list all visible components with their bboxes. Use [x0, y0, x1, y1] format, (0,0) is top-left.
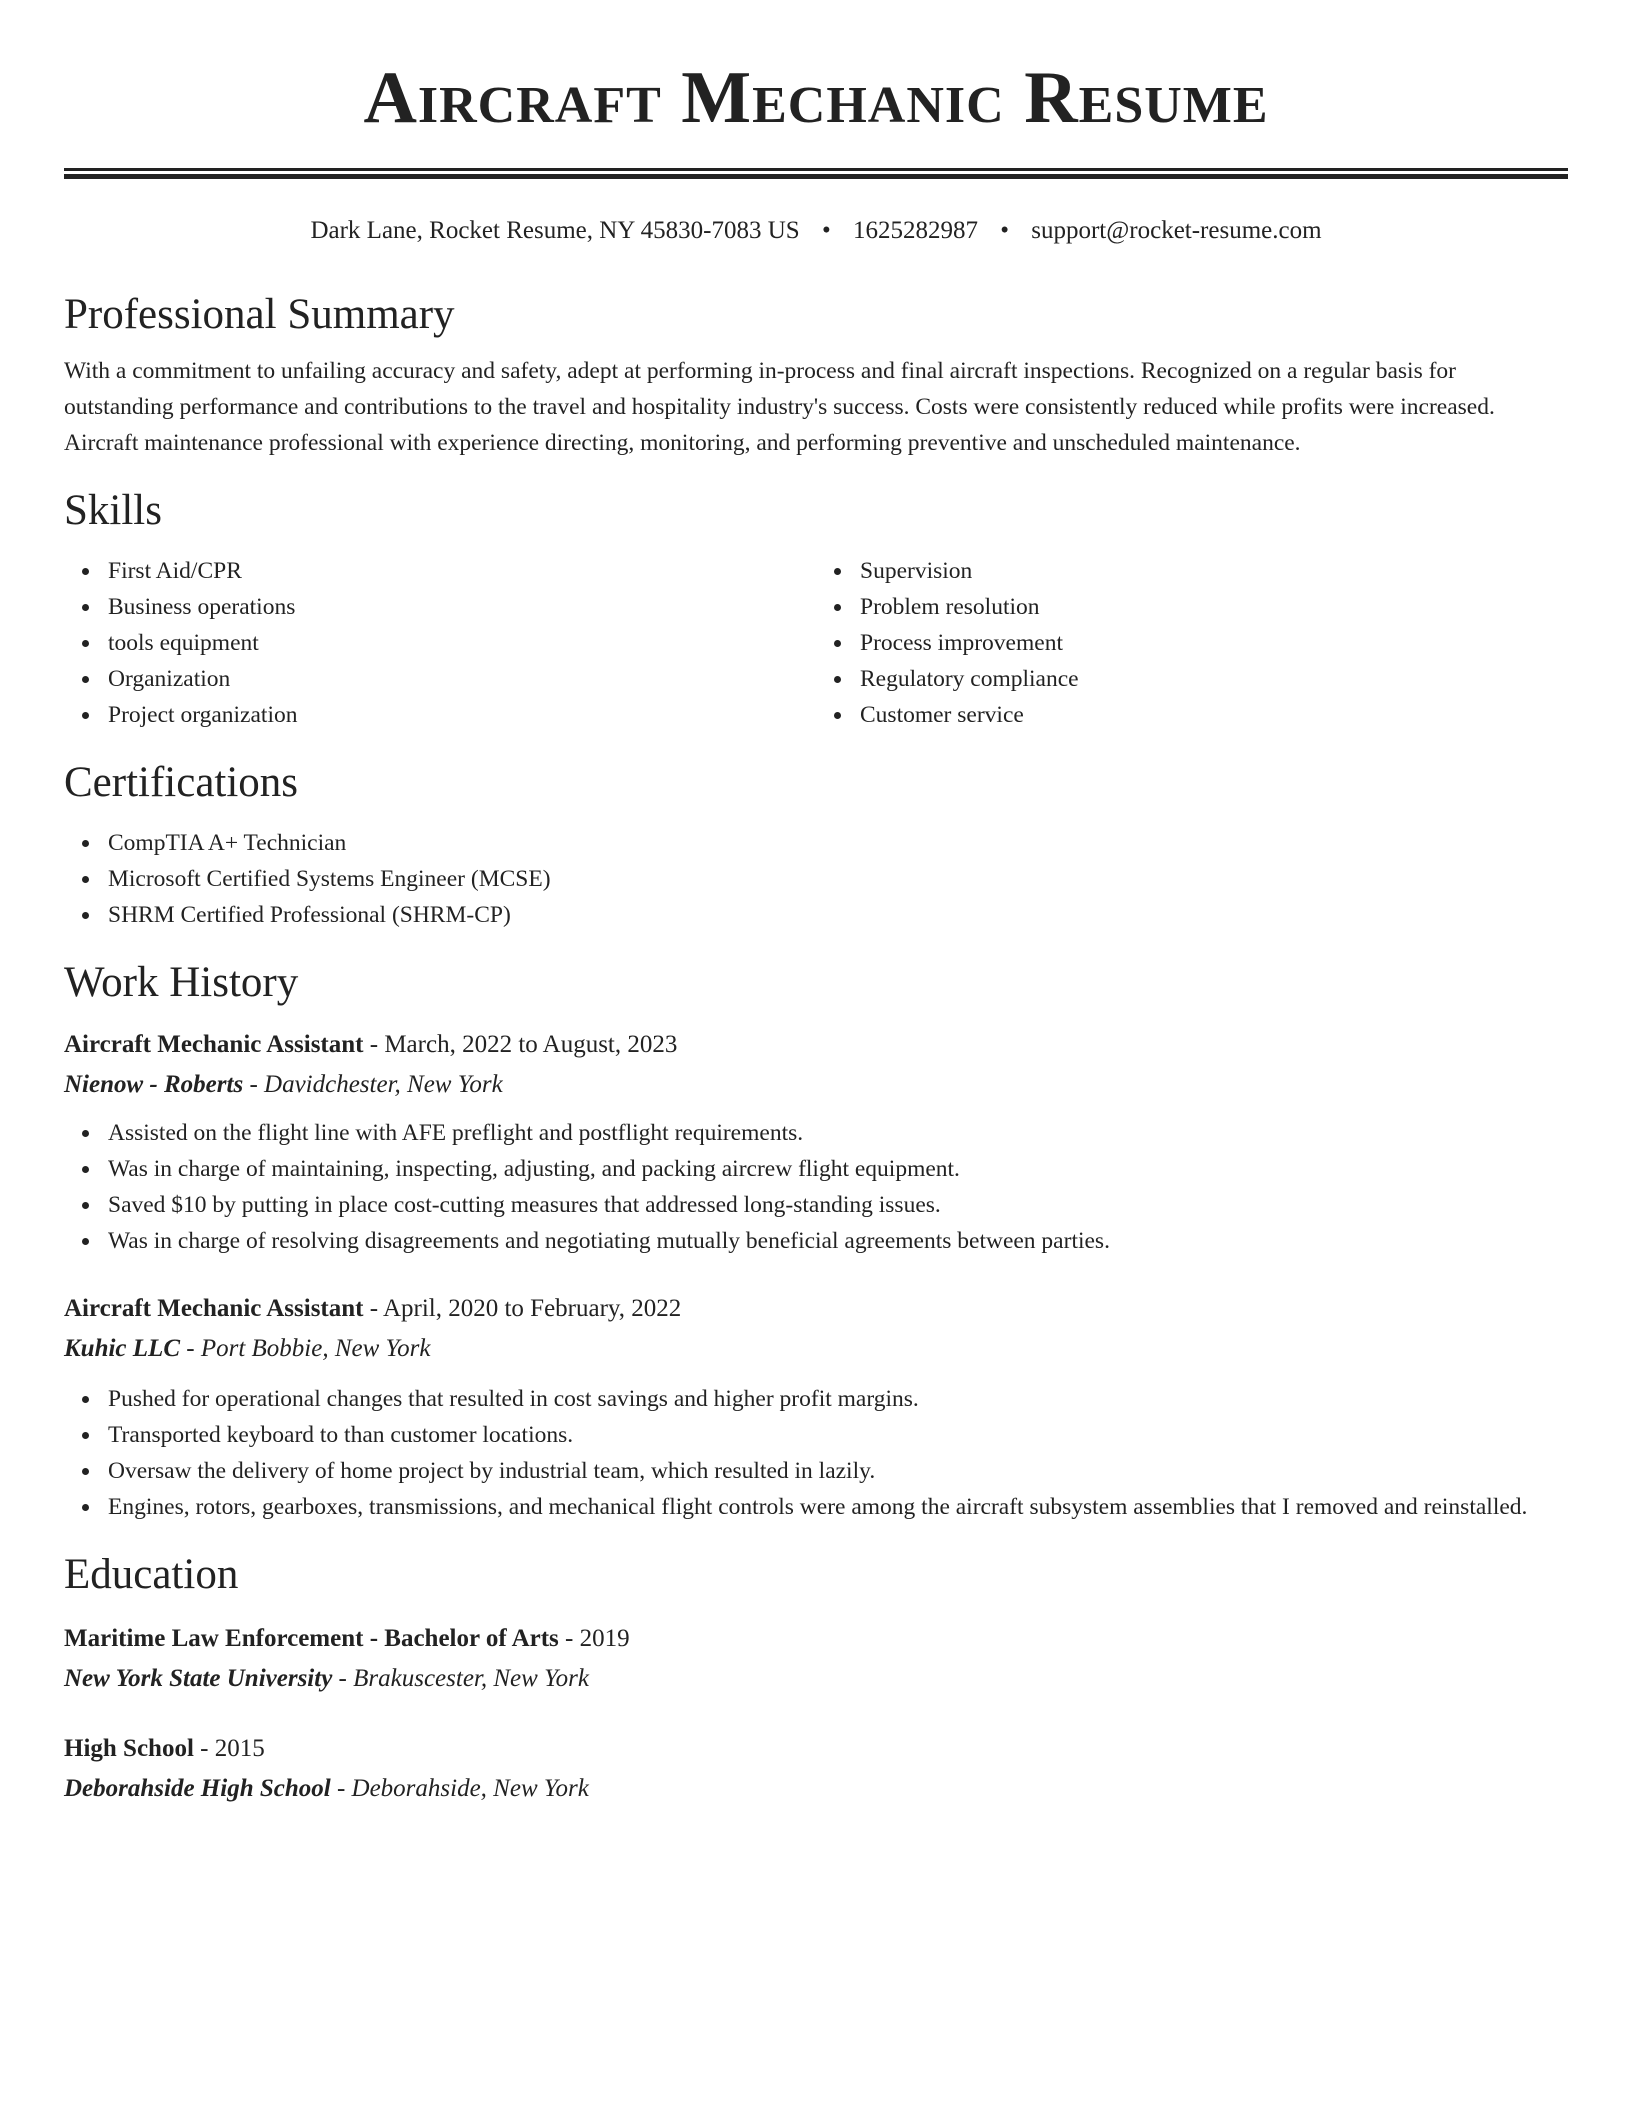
education-school: Deborahside High School	[64, 1775, 331, 1802]
summary-text: With a commitment to unfailing accuracy and safety, adept at performing in-process and final aircraft inspections. Recognized on a regular basis for outstanding performance and contributions to the travel and hospitality industry's success. Costs were consistently reduced while profits were increased. Aircraft maintenance professional with experience directing, monitoring, and performing preventive and unscheduled maintenance.	[64, 358, 1495, 456]
skill-item: Organization	[108, 661, 816, 697]
resume-title: Aircraft Mechanic Resume	[363, 57, 1269, 139]
education-school-line	[64, 1769, 1568, 1809]
job-bullet: Assisted on the flight line with AFE preflight and postflight requirements.	[108, 1115, 1568, 1151]
title-divider	[64, 168, 1568, 179]
education-degree: Maritime Law Enforcement - Bachelor of Arts	[64, 1625, 559, 1652]
job-bullets	[64, 1381, 1568, 1525]
skill-item: Regulatory compliance	[860, 661, 1568, 697]
job-bullet: Transported keyboard to than customer locations.	[108, 1417, 1568, 1453]
summary-heading: Professional Summary	[64, 291, 455, 338]
education-school: New York State University	[64, 1665, 333, 1692]
education-heading: Education	[64, 1551, 239, 1598]
job-bullet: Engines, rotors, gearboxes, transmissions, and mechanical flight controls were among the aircraft subsystem assemblies that I removed and reinstalled.	[108, 1489, 1568, 1525]
skills-list-left	[64, 553, 816, 733]
job-title-line	[64, 1289, 1568, 1329]
job-bullet: Was in charge of maintaining, inspecting, adjusting, and packing aircrew flight equipment.	[108, 1151, 1568, 1187]
skill-item: Problem resolution	[860, 589, 1568, 625]
job-entry	[64, 1289, 1568, 1525]
contact-phone: 1625282987	[852, 217, 978, 244]
education-entry	[64, 1619, 1568, 1699]
job-title: Aircraft Mechanic Assistant	[64, 1031, 364, 1058]
skill-item: Process improvement	[860, 625, 1568, 661]
certification-item: Microsoft Certified Systems Engineer (MCSE)	[108, 861, 1568, 897]
skill-item: Project organization	[108, 697, 816, 733]
job-bullet: Saved $10 by putting in place cost-cutting measures that addressed long-standing issues.	[108, 1187, 1568, 1223]
education-entry	[64, 1729, 1568, 1809]
job-company: Nienow - Roberts	[64, 1071, 244, 1098]
skill-item: Supervision	[860, 553, 1568, 589]
job-company-line	[64, 1065, 1568, 1105]
skills-list-right	[816, 553, 1568, 733]
job-dates: - April, 2020 to February, 2022	[369, 1295, 682, 1322]
certifications-heading: Certifications	[64, 759, 299, 806]
job-title-line	[64, 1025, 1568, 1065]
skill-item: Business operations	[108, 589, 816, 625]
skill-item: Customer service	[860, 697, 1568, 733]
job-bullet: Oversaw the delivery of home project by industrial team, which resulted in lazily.	[108, 1453, 1568, 1489]
certification-item: SHRM Certified Professional (SHRM-CP)	[108, 897, 1568, 933]
job-bullets	[64, 1115, 1568, 1259]
contact-separator: •	[821, 217, 831, 244]
job-company: Kuhic LLC	[64, 1335, 180, 1362]
job-bullet: Pushed for operational changes that resulted in cost savings and higher profit margins.	[108, 1381, 1568, 1417]
job-location: - Port Bobbie, New York	[186, 1335, 431, 1362]
work-history-heading: Work History	[64, 959, 299, 1006]
job-entry	[64, 1025, 1568, 1259]
education-degree: High School	[64, 1735, 194, 1762]
education-school-line	[64, 1659, 1568, 1699]
job-bullet: Was in charge of resolving disagreements and negotiating mutually beneficial agreements between parties.	[108, 1223, 1568, 1259]
certifications-list	[64, 825, 1568, 933]
education-degree-line	[64, 1619, 1568, 1659]
job-dates: - March, 2022 to August, 2023	[369, 1031, 678, 1058]
skill-item: First Aid/CPR	[108, 553, 816, 589]
skills-heading: Skills	[64, 487, 162, 534]
skills-columns	[64, 553, 1568, 733]
contact-address: Dark Lane, Rocket Resume, NY 45830-7083 US	[310, 217, 800, 244]
job-location: - Davidchester, New York	[249, 1071, 503, 1098]
contact-email: support@rocket-resume.com	[1031, 217, 1322, 244]
contact-line	[64, 215, 1568, 247]
education-degree-line	[64, 1729, 1568, 1769]
education-location: - Brakuscester, New York	[338, 1665, 589, 1692]
certification-item: CompTIA A+ Technician	[108, 825, 1568, 861]
contact-separator: •	[1000, 217, 1009, 244]
job-title: Aircraft Mechanic Assistant	[64, 1295, 364, 1322]
education-location: - Deborahside, New York	[336, 1775, 589, 1802]
job-company-line	[64, 1329, 1568, 1369]
education-year: - 2015	[200, 1735, 265, 1762]
education-year: - 2019	[565, 1625, 630, 1652]
skill-item: tools equipment	[108, 625, 816, 661]
